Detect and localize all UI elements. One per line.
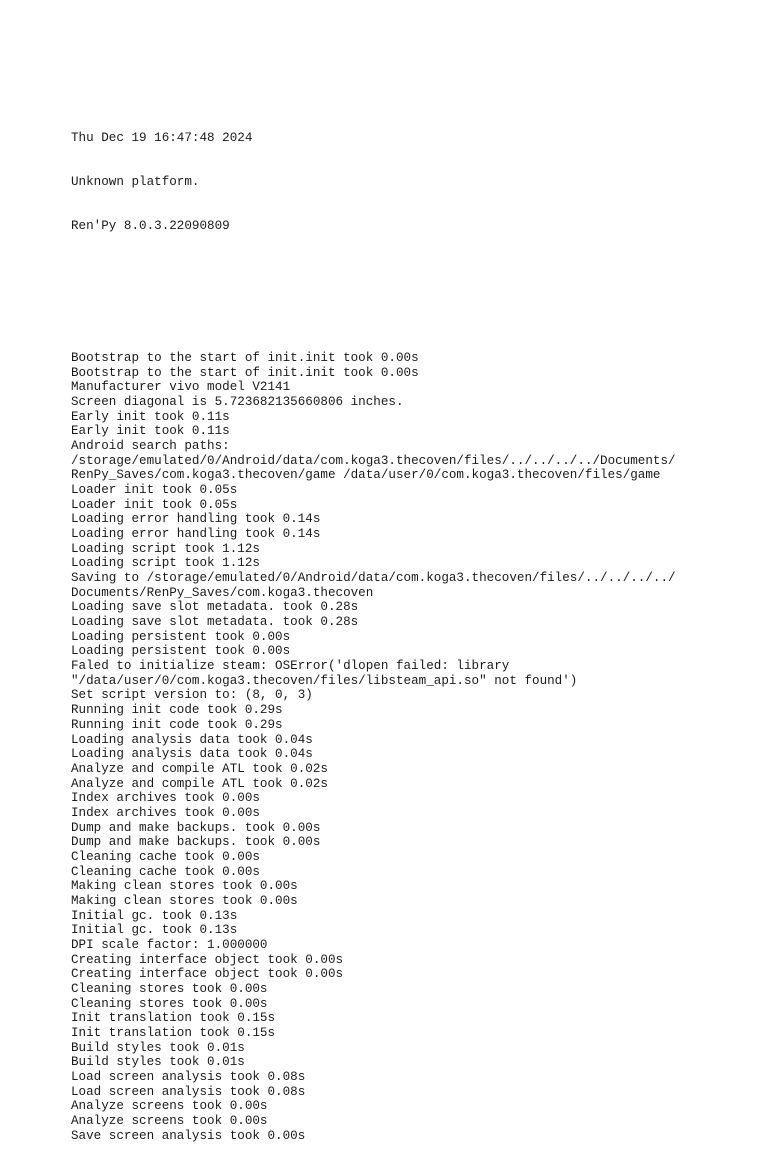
log-line: Cleaning stores took 0.00s (71, 996, 268, 1011)
log-line: Init translation took 0.15s (71, 1011, 276, 1026)
log-line: Documents/RenPy_Saves/com.koga3.thecoven (71, 585, 374, 600)
log-line: Making clean stores took 0.00s (71, 893, 298, 908)
log-line: Analyze screens took 0.00s (71, 1113, 268, 1128)
log-line: Early init took 0.11s (71, 424, 230, 439)
log-line: /storage/emulated/0/Android/data/com.koga3.thecoven/files/../../../../Documents/ (71, 453, 676, 468)
log-line: Analyze and compile ATL took 0.02s (71, 776, 328, 791)
log-line: Ren'Py 8.0.3.22090809 (71, 218, 230, 233)
log-line: Cleaning cache took 0.00s (71, 849, 260, 864)
blank-gap (71, 292, 751, 321)
log-line: Loader init took 0.05s (71, 483, 238, 498)
log-line: Bootstrap to the start of init.init took 0.00s (71, 351, 419, 366)
log-line: Loading save slot metadata. took 0.28s (71, 615, 359, 630)
log-line: Saving to /storage/emulated/0/Android/data/com.koga3.thecoven/files/../../../../ (71, 571, 676, 586)
log-line: Loading persistent took 0.00s (71, 644, 291, 659)
log-line: Index archives took 0.00s (71, 791, 260, 806)
log-line: Analyze screens took 0.00s (71, 1099, 268, 1114)
log-line: Load screen analysis took 0.08s (71, 1084, 306, 1099)
log-line: Initial gc. took 0.13s (71, 923, 238, 938)
log-line: Early init took 0.11s (71, 409, 230, 424)
log-line: Init translation took 0.15s (71, 1025, 276, 1040)
log-line: Cleaning stores took 0.00s (71, 981, 268, 996)
log-line: Loader init took 0.05s (71, 497, 238, 512)
log-line: DPI scale factor: 1.000000 (71, 937, 268, 952)
log-line: Load screen analysis took 0.08s (71, 1069, 306, 1084)
log-body (71, 351, 751, 1143)
log-line: Loading save slot metadata. took 0.28s (71, 600, 359, 615)
log-line: Creating interface object took 0.00s (71, 967, 344, 982)
log-line: Build styles took 0.01s (71, 1040, 245, 1055)
log-text (71, 72, 751, 1173)
log-line: Index archives took 0.00s (71, 805, 260, 820)
log-line: Cleaning cache took 0.00s (71, 864, 260, 879)
log-line: Faled to initialize steam: OSError('dlopen failed: library (71, 659, 510, 674)
log-line: Screen diagonal is 5.723682135660806 inches. (71, 395, 404, 410)
log-line: Dump and make backups. took 0.00s (71, 820, 321, 835)
log-line: Loading persistent took 0.00s (71, 629, 291, 644)
log-line: Thu Dec 19 16:47:48 2024 (71, 130, 253, 145)
log-line: RenPy_Saves/com.koga3.thecoven/game /data/user/0/com.koga3.thecoven/files/game (71, 468, 661, 483)
log-line: Android search paths: (71, 439, 230, 454)
log-line: "/data/user/0/com.koga3.thecoven/files/libsteam_api.so" not found') (71, 673, 578, 688)
log-line: Unknown platform. (71, 174, 200, 189)
log-line: Running init code took 0.29s (71, 703, 283, 718)
log-line: Loading error handling took 0.14s (71, 527, 321, 542)
log-line: Loading analysis data took 0.04s (71, 732, 313, 747)
log-line: Creating interface object took 0.00s (71, 952, 344, 967)
log-line: Loading analysis data took 0.04s (71, 747, 313, 762)
log-line: Running init code took 0.29s (71, 717, 283, 732)
log-line: Loading script took 1.12s (71, 556, 260, 571)
log-line: Loading error handling took 0.14s (71, 512, 321, 527)
log-line: Loading script took 1.12s (71, 541, 260, 556)
log-line: Making clean stores took 0.00s (71, 879, 298, 894)
log-line: Bootstrap to the start of init.init took 0.00s (71, 365, 419, 380)
log-header (71, 101, 751, 263)
log-line: Build styles took 0.01s (71, 1055, 245, 1070)
log-line: Initial gc. took 0.13s (71, 908, 238, 923)
log-line: Manufacturer vivo model V2141 (71, 380, 291, 395)
log-line: Save screen analysis took 0.00s (71, 1128, 306, 1143)
log-line: Analyze and compile ATL took 0.02s (71, 761, 328, 776)
log-line: Dump and make backups. took 0.00s (71, 835, 321, 850)
log-line: Set script version to: (8, 0, 3) (71, 688, 313, 703)
